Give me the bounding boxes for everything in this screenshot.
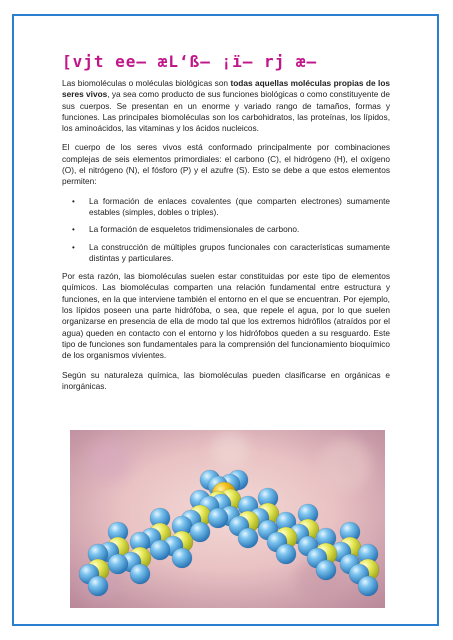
- document-body: [62, 78, 390, 400]
- atom: [238, 528, 258, 548]
- intro-text-start: Las biomoléculas o moléculas biológicas son: [62, 78, 231, 88]
- atom: [190, 522, 210, 542]
- bullet-icon: •: [72, 196, 75, 206]
- atom: [276, 544, 296, 564]
- paragraph-structure: Por esta razón, las biomoléculas suelen estar constituidas por este tipo de elementos químicos. Las biomoléculas comparten una relación fundamental entre estructura y funciones, en la que interviene también el entorno en el que se encuentran. Por ejemplo, los lípidos poseen una parte hidrófoba, o sea, que repele el agua, por lo que suelen organizarse en presencia de ella de modo tal que los extremos hidrófilos (atraídos por el agua) queden en contacto con el entorno y los hidrófobos queden a su resguardo. Este tipo de funciones son fundamentales para la comprensión del funcionamiento bioquímico de los organismos vivientes.: [62, 271, 390, 361]
- paragraph-elements: El cuerpo de los seres vivos está conformado principalmente por combinaciones complejas de seis elementos primordiales: el carbono (C), el hidrógeno (H), el oxígeno (O), el nitrógeno (N), el fósforo (P) y el azufre (S). Esto se debe a que estos elementos permiten:: [62, 142, 390, 187]
- atom: [130, 564, 150, 584]
- list-item-text: La construcción de múltiples grupos funcionales con características sumamente distintas y particulares.: [89, 241, 390, 263]
- list-item: [72, 195, 390, 219]
- page-title: [vjt ee– æL‘ß– ¡ï– rj æ–: [62, 52, 318, 71]
- atom: [88, 576, 108, 596]
- bullet-icon: •: [72, 225, 75, 235]
- list-item-text: La formación de enlaces covalentes (que comparten electrones) sumamente estables (simples, dobles o triples).: [89, 195, 390, 217]
- atom: [208, 508, 228, 528]
- paragraph-intro: [62, 78, 390, 134]
- bullet-icon: •: [72, 242, 75, 252]
- molecule-image: [70, 430, 385, 608]
- intro-text-bold: todas aquellas moléculas propias de los seres vivos: [62, 78, 391, 100]
- list-item: [72, 224, 390, 235]
- atom: [172, 548, 192, 568]
- atom: [108, 554, 128, 574]
- list-item-text: La formación de esqueletos tridimensionales de carbono.: [89, 224, 300, 235]
- intro-text-end: , ya sea como producto de sus funciones biológicas o como constituyente de sus cuerpos. Se presentan en un enorme y variado rango de tamaños, formas y funciones. Las principales biomoléculas son los carbohidratos, las proteínas, los lípidos, los aminoácidos, las vitaminas y los ácidos nucleicos.: [62, 89, 390, 134]
- atom: [316, 560, 336, 580]
- list-item: [72, 241, 390, 265]
- atom: [150, 540, 170, 560]
- bullet-list: [62, 196, 390, 264]
- atom: [358, 576, 378, 596]
- paragraph-classification: Según su naturaleza química, las biomoléculas pueden clasificarse en orgánicas e inorgánicas.: [62, 369, 390, 391]
